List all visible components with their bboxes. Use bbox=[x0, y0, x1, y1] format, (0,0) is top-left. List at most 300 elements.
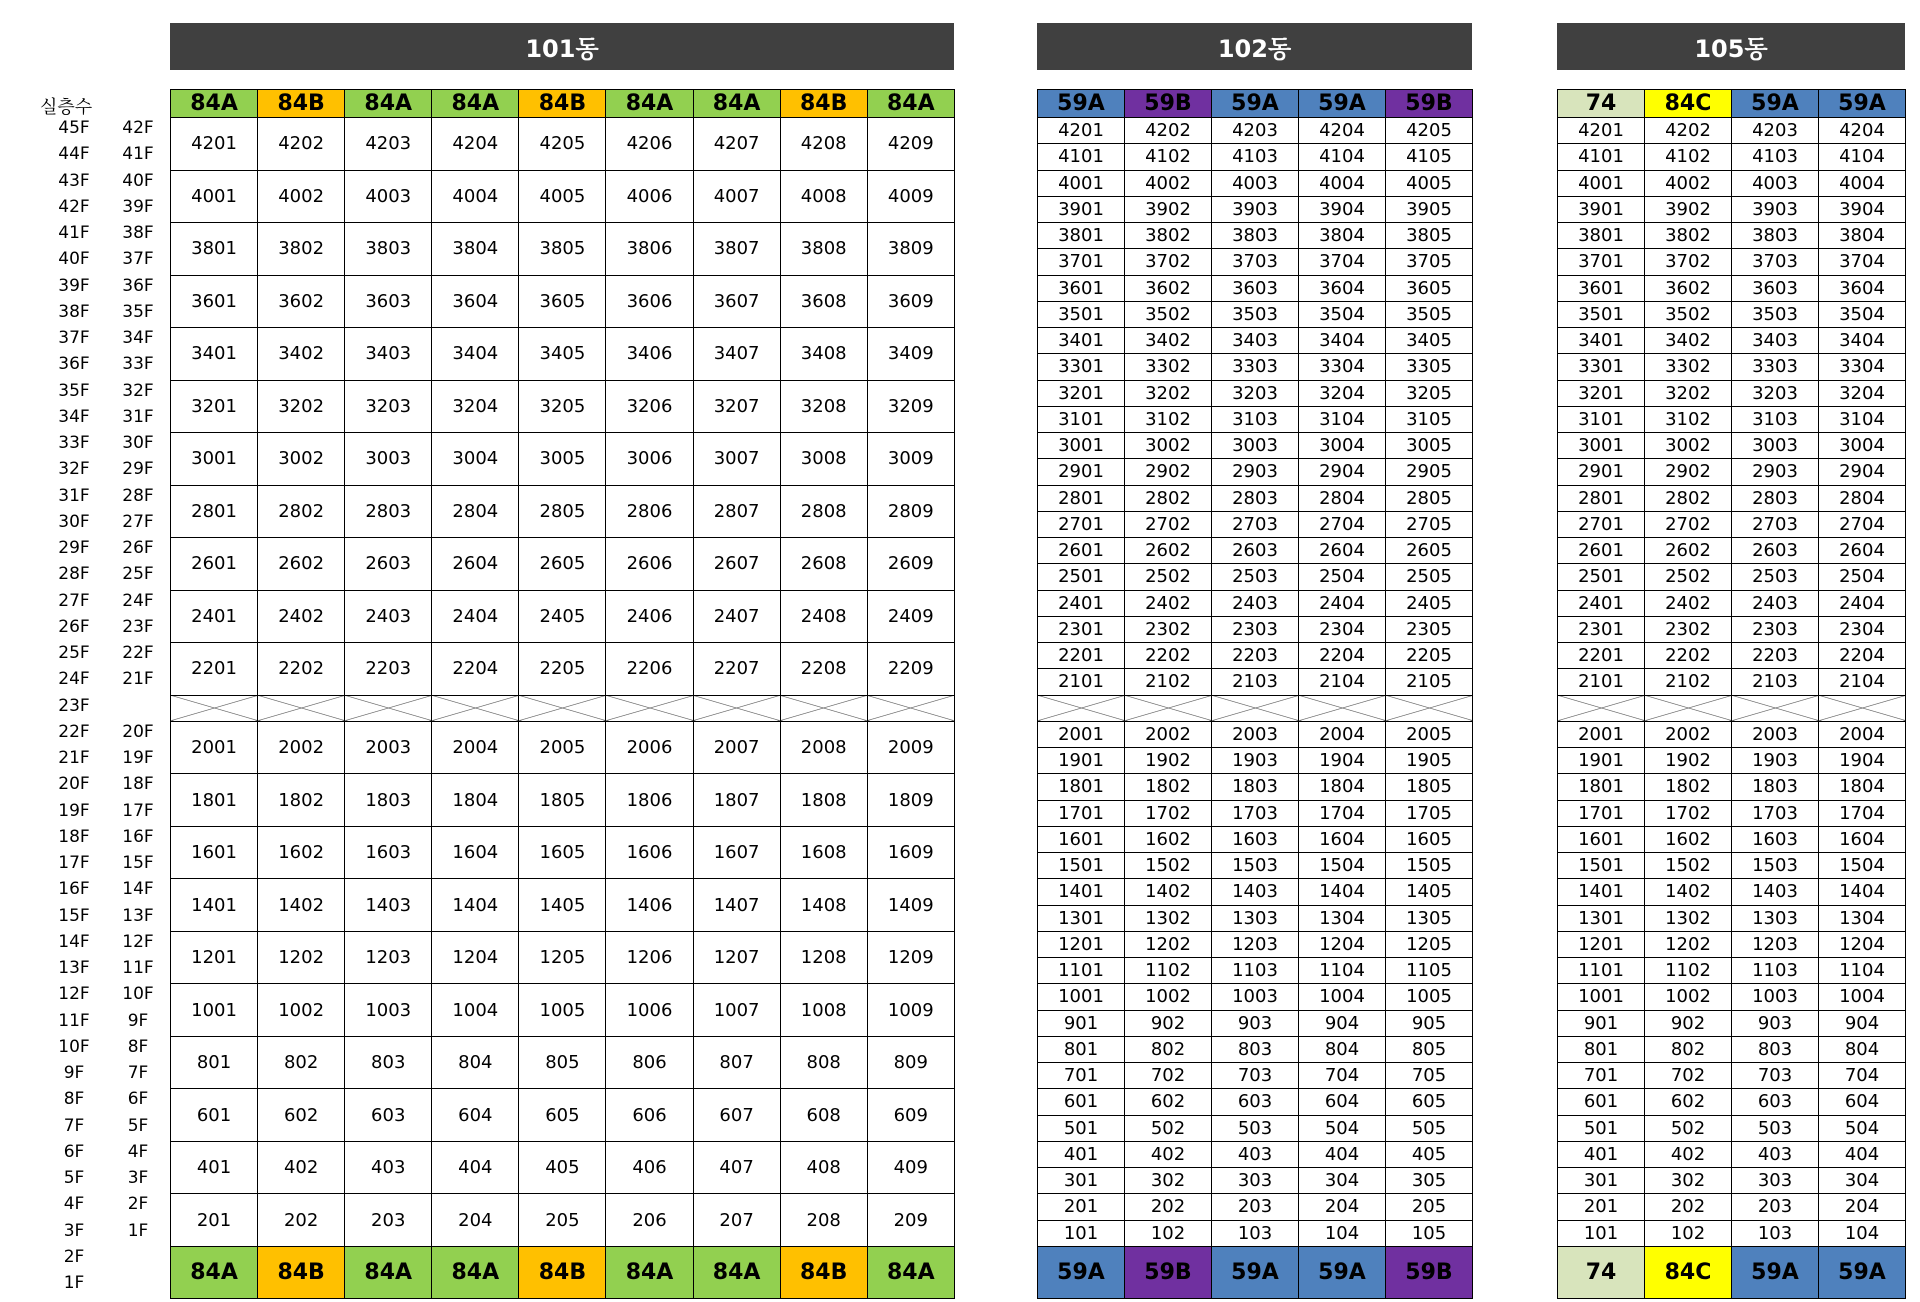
unit-cell[interactable]: 3104 bbox=[1299, 406, 1386, 432]
unit-cell[interactable]: 1607 bbox=[693, 826, 780, 879]
unit-cell[interactable]: 502 bbox=[1125, 1115, 1212, 1141]
unit-cell[interactable]: 4006 bbox=[606, 170, 693, 223]
unit-cell[interactable]: 3301 bbox=[1558, 354, 1645, 380]
unit-cell[interactable]: 1402 bbox=[258, 879, 345, 932]
unit-cell[interactable]: 401 bbox=[171, 1141, 258, 1194]
unit-cell[interactable]: 1209 bbox=[867, 931, 954, 984]
unit-cell[interactable]: 3505 bbox=[1386, 301, 1473, 327]
unit-cell[interactable]: 1401 bbox=[1558, 879, 1645, 905]
unit-cell[interactable]: 2203 bbox=[1732, 643, 1819, 669]
unit-cell[interactable]: 3003 bbox=[1212, 433, 1299, 459]
unit-cell[interactable]: 2303 bbox=[1732, 616, 1819, 642]
unit-cell[interactable]: 2604 bbox=[432, 538, 519, 591]
unit-cell[interactable]: 4004 bbox=[1299, 170, 1386, 196]
unit-cell[interactable]: 2602 bbox=[1125, 538, 1212, 564]
unit-cell[interactable]: 2601 bbox=[1558, 538, 1645, 564]
unit-cell[interactable]: 705 bbox=[1386, 1063, 1473, 1089]
unit-cell[interactable]: 3904 bbox=[1299, 196, 1386, 222]
unit-cell[interactable]: 2203 bbox=[345, 643, 432, 696]
unit-cell[interactable]: 2804 bbox=[432, 485, 519, 538]
unit-cell[interactable]: 103 bbox=[1732, 1220, 1819, 1246]
unit-cell[interactable]: 2203 bbox=[1212, 643, 1299, 669]
unit-cell[interactable]: 305 bbox=[1386, 1168, 1473, 1194]
unit-cell[interactable]: 3403 bbox=[345, 328, 432, 381]
unit-cell[interactable]: 2003 bbox=[1212, 721, 1299, 747]
unit-cell[interactable]: 2409 bbox=[867, 590, 954, 643]
unit-cell[interactable]: 3801 bbox=[171, 223, 258, 276]
unit-cell[interactable]: 2404 bbox=[1299, 590, 1386, 616]
unit-cell[interactable]: 3803 bbox=[1732, 223, 1819, 249]
unit-cell[interactable]: 3304 bbox=[1819, 354, 1906, 380]
unit-cell[interactable]: 804 bbox=[432, 1036, 519, 1089]
unit-cell[interactable]: 2504 bbox=[1819, 564, 1906, 590]
unit-cell[interactable]: 1402 bbox=[1125, 879, 1212, 905]
unit-cell[interactable]: 1102 bbox=[1125, 958, 1212, 984]
unit-cell[interactable]: 3801 bbox=[1558, 223, 1645, 249]
unit-cell[interactable]: 304 bbox=[1819, 1168, 1906, 1194]
unit-cell[interactable]: 904 bbox=[1299, 1010, 1386, 1036]
unit-cell[interactable]: 1804 bbox=[432, 774, 519, 827]
unit-cell[interactable]: 3601 bbox=[171, 275, 258, 328]
unit-cell[interactable]: 603 bbox=[1212, 1089, 1299, 1115]
unit-cell[interactable]: 3001 bbox=[1038, 433, 1125, 459]
unit-cell[interactable]: 409 bbox=[867, 1141, 954, 1194]
unit-cell[interactable]: 2209 bbox=[867, 643, 954, 696]
unit-cell[interactable]: 704 bbox=[1299, 1063, 1386, 1089]
unit-cell[interactable]: 2703 bbox=[1212, 511, 1299, 537]
unit-cell[interactable]: 1802 bbox=[258, 774, 345, 827]
unit-cell[interactable]: 3008 bbox=[780, 433, 867, 486]
unit-cell[interactable]: 2301 bbox=[1558, 616, 1645, 642]
unit-cell[interactable]: 2101 bbox=[1558, 669, 1645, 695]
unit-cell[interactable]: 3203 bbox=[1212, 380, 1299, 406]
unit-cell[interactable]: 2806 bbox=[606, 485, 693, 538]
unit-cell[interactable]: 1202 bbox=[258, 931, 345, 984]
unit-cell[interactable]: 3204 bbox=[1819, 380, 1906, 406]
unit-cell[interactable]: 203 bbox=[1212, 1194, 1299, 1220]
unit-cell[interactable]: 3105 bbox=[1386, 406, 1473, 432]
unit-cell[interactable]: 3605 bbox=[519, 275, 606, 328]
unit-cell[interactable]: 602 bbox=[258, 1089, 345, 1142]
unit-cell[interactable]: 1401 bbox=[1038, 879, 1125, 905]
unit-cell[interactable]: 2102 bbox=[1125, 669, 1212, 695]
unit-cell[interactable]: 603 bbox=[1732, 1089, 1819, 1115]
unit-cell[interactable]: 3102 bbox=[1645, 406, 1732, 432]
unit-cell[interactable]: 4008 bbox=[780, 170, 867, 223]
unit-cell[interactable]: 2601 bbox=[1038, 538, 1125, 564]
unit-cell[interactable]: 2406 bbox=[606, 590, 693, 643]
unit-cell[interactable]: 1303 bbox=[1732, 905, 1819, 931]
unit-cell[interactable]: 2704 bbox=[1819, 511, 1906, 537]
unit-cell[interactable]: 1001 bbox=[1038, 984, 1125, 1010]
unit-cell[interactable]: 1202 bbox=[1645, 931, 1732, 957]
unit-cell[interactable]: 3004 bbox=[432, 433, 519, 486]
unit-cell[interactable]: 2002 bbox=[1645, 721, 1732, 747]
unit-cell[interactable]: 1402 bbox=[1645, 879, 1732, 905]
unit-cell[interactable]: 4001 bbox=[1038, 170, 1125, 196]
unit-cell[interactable]: 404 bbox=[432, 1141, 519, 1194]
unit-cell[interactable]: 2202 bbox=[1645, 643, 1732, 669]
unit-cell[interactable]: 3002 bbox=[258, 433, 345, 486]
unit-cell[interactable]: 2809 bbox=[867, 485, 954, 538]
unit-cell[interactable]: 803 bbox=[1212, 1036, 1299, 1062]
unit-cell[interactable]: 1609 bbox=[867, 826, 954, 879]
unit-cell[interactable]: 905 bbox=[1386, 1010, 1473, 1036]
unit-cell[interactable]: 1807 bbox=[693, 774, 780, 827]
unit-cell[interactable]: 407 bbox=[693, 1141, 780, 1194]
unit-cell[interactable]: 2504 bbox=[1299, 564, 1386, 590]
unit-cell[interactable]: 2402 bbox=[1645, 590, 1732, 616]
unit-cell[interactable]: 806 bbox=[606, 1036, 693, 1089]
unit-cell[interactable]: 3604 bbox=[432, 275, 519, 328]
unit-cell[interactable]: 1002 bbox=[1125, 984, 1212, 1010]
unit-cell[interactable]: 606 bbox=[606, 1089, 693, 1142]
unit-cell[interactable]: 3006 bbox=[606, 433, 693, 486]
unit-cell[interactable]: 2803 bbox=[1212, 485, 1299, 511]
unit-cell[interactable]: 3404 bbox=[1299, 328, 1386, 354]
unit-cell[interactable]: 1401 bbox=[171, 879, 258, 932]
unit-cell[interactable]: 3902 bbox=[1645, 196, 1732, 222]
unit-cell[interactable]: 2703 bbox=[1732, 511, 1819, 537]
unit-cell[interactable]: 2201 bbox=[1558, 643, 1645, 669]
unit-cell[interactable]: 2004 bbox=[1819, 721, 1906, 747]
unit-cell[interactable]: 2001 bbox=[171, 721, 258, 774]
unit-cell[interactable]: 304 bbox=[1299, 1168, 1386, 1194]
unit-cell[interactable]: 1602 bbox=[258, 826, 345, 879]
unit-cell[interactable]: 1004 bbox=[1819, 984, 1906, 1010]
unit-cell[interactable]: 4005 bbox=[1386, 170, 1473, 196]
unit-cell[interactable]: 1602 bbox=[1645, 826, 1732, 852]
unit-cell[interactable]: 404 bbox=[1819, 1141, 1906, 1167]
unit-cell[interactable]: 2801 bbox=[171, 485, 258, 538]
unit-cell[interactable]: 1808 bbox=[780, 774, 867, 827]
unit-cell[interactable]: 1302 bbox=[1645, 905, 1732, 931]
unit-cell[interactable]: 2801 bbox=[1558, 485, 1645, 511]
unit-cell[interactable]: 1105 bbox=[1386, 958, 1473, 984]
unit-cell[interactable]: 801 bbox=[1038, 1036, 1125, 1062]
unit-cell[interactable]: 203 bbox=[1732, 1194, 1819, 1220]
unit-cell[interactable]: 902 bbox=[1125, 1010, 1212, 1036]
unit-cell[interactable]: 1806 bbox=[606, 774, 693, 827]
unit-cell[interactable]: 202 bbox=[1645, 1194, 1732, 1220]
unit-cell[interactable]: 1604 bbox=[1299, 826, 1386, 852]
unit-cell[interactable]: 4207 bbox=[693, 118, 780, 171]
unit-cell[interactable]: 4102 bbox=[1125, 144, 1212, 170]
unit-cell[interactable]: 2403 bbox=[1732, 590, 1819, 616]
unit-cell[interactable]: 1005 bbox=[519, 984, 606, 1037]
unit-cell[interactable]: 3601 bbox=[1558, 275, 1645, 301]
unit-cell[interactable]: 1203 bbox=[1732, 931, 1819, 957]
unit-cell[interactable]: 3401 bbox=[171, 328, 258, 381]
unit-cell[interactable]: 4001 bbox=[171, 170, 258, 223]
unit-cell[interactable]: 3602 bbox=[1645, 275, 1732, 301]
unit-cell[interactable]: 2702 bbox=[1645, 511, 1732, 537]
unit-cell[interactable]: 1301 bbox=[1038, 905, 1125, 931]
unit-cell[interactable]: 3502 bbox=[1645, 301, 1732, 327]
unit-cell[interactable]: 4202 bbox=[1125, 118, 1212, 144]
unit-cell[interactable]: 3001 bbox=[1558, 433, 1645, 459]
unit-cell[interactable]: 1803 bbox=[345, 774, 432, 827]
unit-cell[interactable]: 2002 bbox=[258, 721, 345, 774]
unit-cell[interactable]: 3304 bbox=[1299, 354, 1386, 380]
unit-cell[interactable]: 1503 bbox=[1212, 853, 1299, 879]
unit-cell[interactable]: 803 bbox=[1732, 1036, 1819, 1062]
unit-cell[interactable]: 4206 bbox=[606, 118, 693, 171]
unit-cell[interactable]: 3302 bbox=[1645, 354, 1732, 380]
unit-cell[interactable]: 3302 bbox=[1125, 354, 1212, 380]
unit-cell[interactable]: 3606 bbox=[606, 275, 693, 328]
unit-cell[interactable]: 2904 bbox=[1819, 459, 1906, 485]
unit-cell[interactable]: 4003 bbox=[345, 170, 432, 223]
unit-cell[interactable]: 2001 bbox=[1038, 721, 1125, 747]
unit-cell[interactable]: 1805 bbox=[519, 774, 606, 827]
unit-cell[interactable]: 2807 bbox=[693, 485, 780, 538]
unit-cell[interactable]: 3901 bbox=[1558, 196, 1645, 222]
unit-cell[interactable]: 605 bbox=[1386, 1089, 1473, 1115]
unit-cell[interactable]: 2303 bbox=[1212, 616, 1299, 642]
unit-cell[interactable]: 1202 bbox=[1125, 931, 1212, 957]
unit-cell[interactable]: 1305 bbox=[1386, 905, 1473, 931]
unit-cell[interactable]: 3601 bbox=[1038, 275, 1125, 301]
unit-cell[interactable]: 4102 bbox=[1645, 144, 1732, 170]
unit-cell[interactable]: 1805 bbox=[1386, 774, 1473, 800]
unit-cell[interactable]: 3404 bbox=[432, 328, 519, 381]
unit-cell[interactable]: 504 bbox=[1299, 1115, 1386, 1141]
unit-cell[interactable]: 3202 bbox=[258, 380, 345, 433]
unit-cell[interactable]: 3802 bbox=[1645, 223, 1732, 249]
unit-cell[interactable]: 3003 bbox=[1732, 433, 1819, 459]
unit-cell[interactable]: 408 bbox=[780, 1141, 867, 1194]
unit-cell[interactable]: 1601 bbox=[1038, 826, 1125, 852]
unit-cell[interactable]: 403 bbox=[345, 1141, 432, 1194]
unit-cell[interactable]: 1003 bbox=[1212, 984, 1299, 1010]
unit-cell[interactable]: 2603 bbox=[1212, 538, 1299, 564]
unit-cell[interactable]: 2103 bbox=[1732, 669, 1819, 695]
unit-cell[interactable]: 1903 bbox=[1732, 748, 1819, 774]
unit-cell[interactable]: 1702 bbox=[1645, 800, 1732, 826]
unit-cell[interactable]: 3401 bbox=[1038, 328, 1125, 354]
unit-cell[interactable]: 1101 bbox=[1038, 958, 1125, 984]
unit-cell[interactable]: 2301 bbox=[1038, 616, 1125, 642]
unit-cell[interactable]: 3002 bbox=[1125, 433, 1212, 459]
unit-cell[interactable]: 3104 bbox=[1819, 406, 1906, 432]
unit-cell[interactable]: 1504 bbox=[1299, 853, 1386, 879]
unit-cell[interactable]: 3701 bbox=[1038, 249, 1125, 275]
unit-cell[interactable]: 402 bbox=[1125, 1141, 1212, 1167]
unit-cell[interactable]: 4002 bbox=[258, 170, 345, 223]
unit-cell[interactable]: 1409 bbox=[867, 879, 954, 932]
unit-cell[interactable]: 3206 bbox=[606, 380, 693, 433]
unit-cell[interactable]: 3101 bbox=[1558, 406, 1645, 432]
unit-cell[interactable]: 2503 bbox=[1212, 564, 1299, 590]
unit-cell[interactable]: 2104 bbox=[1819, 669, 1906, 695]
unit-cell[interactable]: 208 bbox=[780, 1194, 867, 1247]
unit-cell[interactable]: 2208 bbox=[780, 643, 867, 696]
unit-cell[interactable]: 3504 bbox=[1819, 301, 1906, 327]
unit-cell[interactable]: 3607 bbox=[693, 275, 780, 328]
unit-cell[interactable]: 405 bbox=[519, 1141, 606, 1194]
unit-cell[interactable]: 1803 bbox=[1732, 774, 1819, 800]
unit-cell[interactable]: 3702 bbox=[1645, 249, 1732, 275]
unit-cell[interactable]: 3806 bbox=[606, 223, 693, 276]
unit-cell[interactable]: 1504 bbox=[1819, 853, 1906, 879]
unit-cell[interactable]: 1904 bbox=[1819, 748, 1906, 774]
unit-cell[interactable]: 1205 bbox=[1386, 931, 1473, 957]
unit-cell[interactable]: 604 bbox=[1819, 1089, 1906, 1115]
unit-cell[interactable]: 2602 bbox=[1645, 538, 1732, 564]
unit-cell[interactable]: 204 bbox=[432, 1194, 519, 1247]
unit-cell[interactable]: 4201 bbox=[1558, 118, 1645, 144]
unit-cell[interactable]: 4003 bbox=[1212, 170, 1299, 196]
unit-cell[interactable]: 1302 bbox=[1125, 905, 1212, 931]
unit-cell[interactable]: 2207 bbox=[693, 643, 780, 696]
unit-cell[interactable]: 1702 bbox=[1125, 800, 1212, 826]
unit-cell[interactable]: 4007 bbox=[693, 170, 780, 223]
unit-cell[interactable]: 3303 bbox=[1732, 354, 1819, 380]
unit-cell[interactable]: 3205 bbox=[519, 380, 606, 433]
unit-cell[interactable]: 2204 bbox=[1819, 643, 1906, 669]
unit-cell[interactable]: 1005 bbox=[1386, 984, 1473, 1010]
unit-cell[interactable]: 201 bbox=[171, 1194, 258, 1247]
unit-cell[interactable]: 807 bbox=[693, 1036, 780, 1089]
unit-cell[interactable]: 3805 bbox=[519, 223, 606, 276]
unit-cell[interactable]: 3205 bbox=[1386, 380, 1473, 406]
unit-cell[interactable]: 701 bbox=[1038, 1063, 1125, 1089]
unit-cell[interactable]: 1303 bbox=[1212, 905, 1299, 931]
unit-cell[interactable]: 1404 bbox=[432, 879, 519, 932]
unit-cell[interactable]: 2902 bbox=[1125, 459, 1212, 485]
unit-cell[interactable]: 2007 bbox=[693, 721, 780, 774]
unit-cell[interactable]: 1104 bbox=[1819, 958, 1906, 984]
unit-cell[interactable]: 1404 bbox=[1299, 879, 1386, 905]
unit-cell[interactable]: 3207 bbox=[693, 380, 780, 433]
unit-cell[interactable]: 1503 bbox=[1732, 853, 1819, 879]
unit-cell[interactable]: 3905 bbox=[1386, 196, 1473, 222]
unit-cell[interactable]: 2606 bbox=[606, 538, 693, 591]
unit-cell[interactable]: 501 bbox=[1038, 1115, 1125, 1141]
unit-cell[interactable]: 2901 bbox=[1038, 459, 1125, 485]
unit-cell[interactable]: 702 bbox=[1125, 1063, 1212, 1089]
unit-cell[interactable]: 3703 bbox=[1212, 249, 1299, 275]
unit-cell[interactable]: 3003 bbox=[345, 433, 432, 486]
unit-cell[interactable]: 3901 bbox=[1038, 196, 1125, 222]
unit-cell[interactable]: 1008 bbox=[780, 984, 867, 1037]
unit-cell[interactable]: 2801 bbox=[1038, 485, 1125, 511]
unit-cell[interactable]: 501 bbox=[1558, 1115, 1645, 1141]
unit-cell[interactable]: 3804 bbox=[1819, 223, 1906, 249]
unit-cell[interactable]: 2802 bbox=[1125, 485, 1212, 511]
unit-cell[interactable]: 503 bbox=[1732, 1115, 1819, 1141]
unit-cell[interactable]: 2603 bbox=[345, 538, 432, 591]
unit-cell[interactable]: 3705 bbox=[1386, 249, 1473, 275]
unit-cell[interactable]: 803 bbox=[345, 1036, 432, 1089]
unit-cell[interactable]: 3409 bbox=[867, 328, 954, 381]
unit-cell[interactable]: 2607 bbox=[693, 538, 780, 591]
unit-cell[interactable]: 3703 bbox=[1732, 249, 1819, 275]
unit-cell[interactable]: 2205 bbox=[1386, 643, 1473, 669]
unit-cell[interactable]: 1505 bbox=[1386, 853, 1473, 879]
unit-cell[interactable]: 1904 bbox=[1299, 748, 1386, 774]
unit-cell[interactable]: 1006 bbox=[606, 984, 693, 1037]
unit-cell[interactable]: 3809 bbox=[867, 223, 954, 276]
unit-cell[interactable]: 2704 bbox=[1299, 511, 1386, 537]
unit-cell[interactable]: 3408 bbox=[780, 328, 867, 381]
unit-cell[interactable]: 2403 bbox=[345, 590, 432, 643]
unit-cell[interactable]: 1605 bbox=[519, 826, 606, 879]
unit-cell[interactable]: 3802 bbox=[258, 223, 345, 276]
unit-cell[interactable]: 1809 bbox=[867, 774, 954, 827]
unit-cell[interactable]: 1601 bbox=[1558, 826, 1645, 852]
unit-cell[interactable]: 2202 bbox=[258, 643, 345, 696]
unit-cell[interactable]: 2004 bbox=[432, 721, 519, 774]
unit-cell[interactable]: 3902 bbox=[1125, 196, 1212, 222]
unit-cell[interactable]: 2202 bbox=[1125, 643, 1212, 669]
unit-cell[interactable]: 402 bbox=[1645, 1141, 1732, 1167]
unit-cell[interactable]: 202 bbox=[1125, 1194, 1212, 1220]
unit-cell[interactable]: 2605 bbox=[519, 538, 606, 591]
unit-cell[interactable]: 903 bbox=[1212, 1010, 1299, 1036]
unit-cell[interactable]: 2204 bbox=[1299, 643, 1386, 669]
unit-cell[interactable]: 3202 bbox=[1645, 380, 1732, 406]
unit-cell[interactable]: 1902 bbox=[1125, 748, 1212, 774]
unit-cell[interactable]: 3903 bbox=[1212, 196, 1299, 222]
unit-cell[interactable]: 2405 bbox=[519, 590, 606, 643]
unit-cell[interactable]: 1603 bbox=[1212, 826, 1299, 852]
unit-cell[interactable]: 3001 bbox=[171, 433, 258, 486]
unit-cell[interactable]: 2604 bbox=[1819, 538, 1906, 564]
unit-cell[interactable]: 1903 bbox=[1212, 748, 1299, 774]
unit-cell[interactable]: 1604 bbox=[432, 826, 519, 879]
unit-cell[interactable]: 1704 bbox=[1299, 800, 1386, 826]
unit-cell[interactable]: 203 bbox=[345, 1194, 432, 1247]
unit-cell[interactable]: 2401 bbox=[171, 590, 258, 643]
unit-cell[interactable]: 205 bbox=[519, 1194, 606, 1247]
unit-cell[interactable]: 1606 bbox=[606, 826, 693, 879]
unit-cell[interactable]: 1408 bbox=[780, 879, 867, 932]
unit-cell[interactable]: 1406 bbox=[606, 879, 693, 932]
unit-cell[interactable]: 2008 bbox=[780, 721, 867, 774]
unit-cell[interactable]: 2005 bbox=[519, 721, 606, 774]
unit-cell[interactable]: 3504 bbox=[1299, 301, 1386, 327]
unit-cell[interactable]: 3807 bbox=[693, 223, 780, 276]
unit-cell[interactable]: 2201 bbox=[1038, 643, 1125, 669]
unit-cell[interactable]: 302 bbox=[1645, 1168, 1732, 1194]
unit-cell[interactable]: 2305 bbox=[1386, 616, 1473, 642]
unit-cell[interactable]: 101 bbox=[1558, 1220, 1645, 1246]
unit-cell[interactable]: 805 bbox=[519, 1036, 606, 1089]
unit-cell[interactable]: 1501 bbox=[1038, 853, 1125, 879]
unit-cell[interactable]: 2004 bbox=[1299, 721, 1386, 747]
unit-cell[interactable]: 3803 bbox=[1212, 223, 1299, 249]
unit-cell[interactable]: 2805 bbox=[1386, 485, 1473, 511]
unit-cell[interactable]: 2502 bbox=[1645, 564, 1732, 590]
unit-cell[interactable]: 804 bbox=[1819, 1036, 1906, 1062]
unit-cell[interactable]: 1009 bbox=[867, 984, 954, 1037]
unit-cell[interactable]: 201 bbox=[1558, 1194, 1645, 1220]
unit-cell[interactable]: 302 bbox=[1125, 1168, 1212, 1194]
unit-cell[interactable]: 1004 bbox=[1299, 984, 1386, 1010]
unit-cell[interactable]: 1003 bbox=[345, 984, 432, 1037]
unit-cell[interactable]: 602 bbox=[1125, 1089, 1212, 1115]
unit-cell[interactable]: 1208 bbox=[780, 931, 867, 984]
unit-cell[interactable]: 2604 bbox=[1299, 538, 1386, 564]
unit-cell[interactable]: 502 bbox=[1645, 1115, 1732, 1141]
unit-cell[interactable]: 605 bbox=[519, 1089, 606, 1142]
unit-cell[interactable]: 1001 bbox=[171, 984, 258, 1037]
unit-cell[interactable]: 703 bbox=[1212, 1063, 1299, 1089]
unit-cell[interactable]: 3501 bbox=[1038, 301, 1125, 327]
unit-cell[interactable]: 2304 bbox=[1819, 616, 1906, 642]
